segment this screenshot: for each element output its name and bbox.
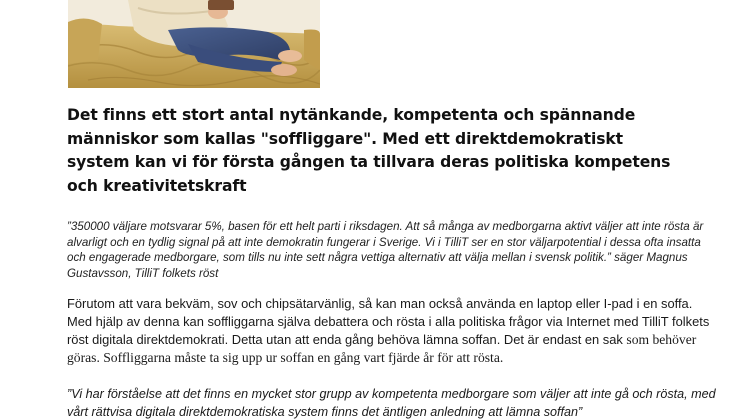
headline: Det finns ett stort antal nytänkande, kompetenta och spännande människor som kallas "soffliggare". Med ett direktdemokratiskt system kan vi för första gången ta tillvara deras politiska kompetens och kreativitetskraft <box>67 106 671 195</box>
sofa-photo <box>68 0 320 88</box>
body-paragraph <box>67 295 717 367</box>
closing-quote: ”Vi har förståelse att det finns en mycket stor grupp av kompetenta medborgare som väljer att inte gå och rösta, med vårt rättvisa digitala direktdemokratiska system finns det äntligen anledning att lämna soffan” <box>67 387 716 419</box>
intro-quote: ”350000 väljare motsvarar 5%, basen för ett helt parti i riksdagen. Att så många av medborgarna aktivt väljer att inte rösta är alvarligt och en tydlig signal på att inte demokratin fungerar i Sverige. Vi i TilliT ser en stor väljarpotential i dessa ofta insatta och engagerade medborgare, som tills nu inte sett några vettiga alternativ att välja mellan i svensk politik.” säger Magnus Gustavsson, TilliT folkets röst <box>67 220 704 280</box>
person-on-sofa-image <box>68 0 320 88</box>
body-paragraph-part2: som behöver göras. Soffliggarna måste ta sig upp ur soffan en gång vart fjärde år för att rösta. <box>67 332 697 365</box>
body-paragraph-part1: Förutom att vara bekväm, sov och chipsätarvänlig, så kan man också använda en laptop eller I-pad i en soffa. Med hjälp av denna kan soffliggarna själva debattera och rösta i alla politiska frågor via Internet med TilliT folkets röst digitala direktdemokrati. Detta utan att enda gång behöva lämna soffan. Det är endast en sak <box>67 296 710 347</box>
